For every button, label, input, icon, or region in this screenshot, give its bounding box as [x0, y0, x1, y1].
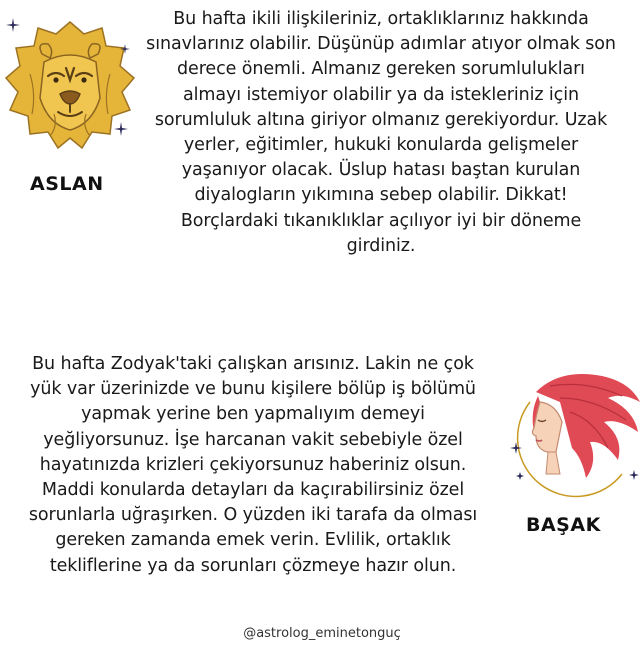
- horoscope-text-aslan: Bu hafta ikili ilişkileriniz, ortaklıklarınız hakkında sınavlarınız olabilir. Düşünüp adımlar atıyor olmak son derece önemli. Almanız gereken sorumlulukları almayı istemiyor olabilir ya da istekleriniz için sorumluluk altına giriyor olmanız gerekiyordur. Uzak yerler, eğitimler, hukuki konularda gelişmeler yaşanıyor olacak. Üslup hatası baştan kurulan diyalogların yıkımına sebep olabilir. Dikkat! Borçlardaki tıkanıklıklar açılıyor iyi bir döneme girdiniz.: [146, 9, 616, 256]
- sparkle-icon: [6, 18, 20, 32]
- sign-label-basak: BAŞAK: [526, 514, 601, 536]
- author-handle: @astrolog_eminetonguç: [243, 626, 401, 641]
- horoscope-text-basak: Bu hafta Zodyak'taki çalışkan arısınız. Lakin ne çok yük var üzerinizde ve bunu kişilere bölüp iş bölümü yapmak yerine ben yapmalıyım demeyi yeğliyorsunuz. İşe harcanan vakit sebebiyle özel hayatınızda krizleri çekiyorsunuz haberiniz olsun. Maddi konularda detayları da kaçırabilirsiniz özel sorunlarla uğraşırken. O yüzden iki tarafa da olması gereken zamanda emek verin. Evlilik, ortaklık teklifleri̇ne ya da sorunları çözmeye hazır olun.: [28, 354, 478, 576]
- sign-label-aslan: ASLAN: [30, 173, 104, 195]
- virgo-woman-icon: [490, 362, 644, 508]
